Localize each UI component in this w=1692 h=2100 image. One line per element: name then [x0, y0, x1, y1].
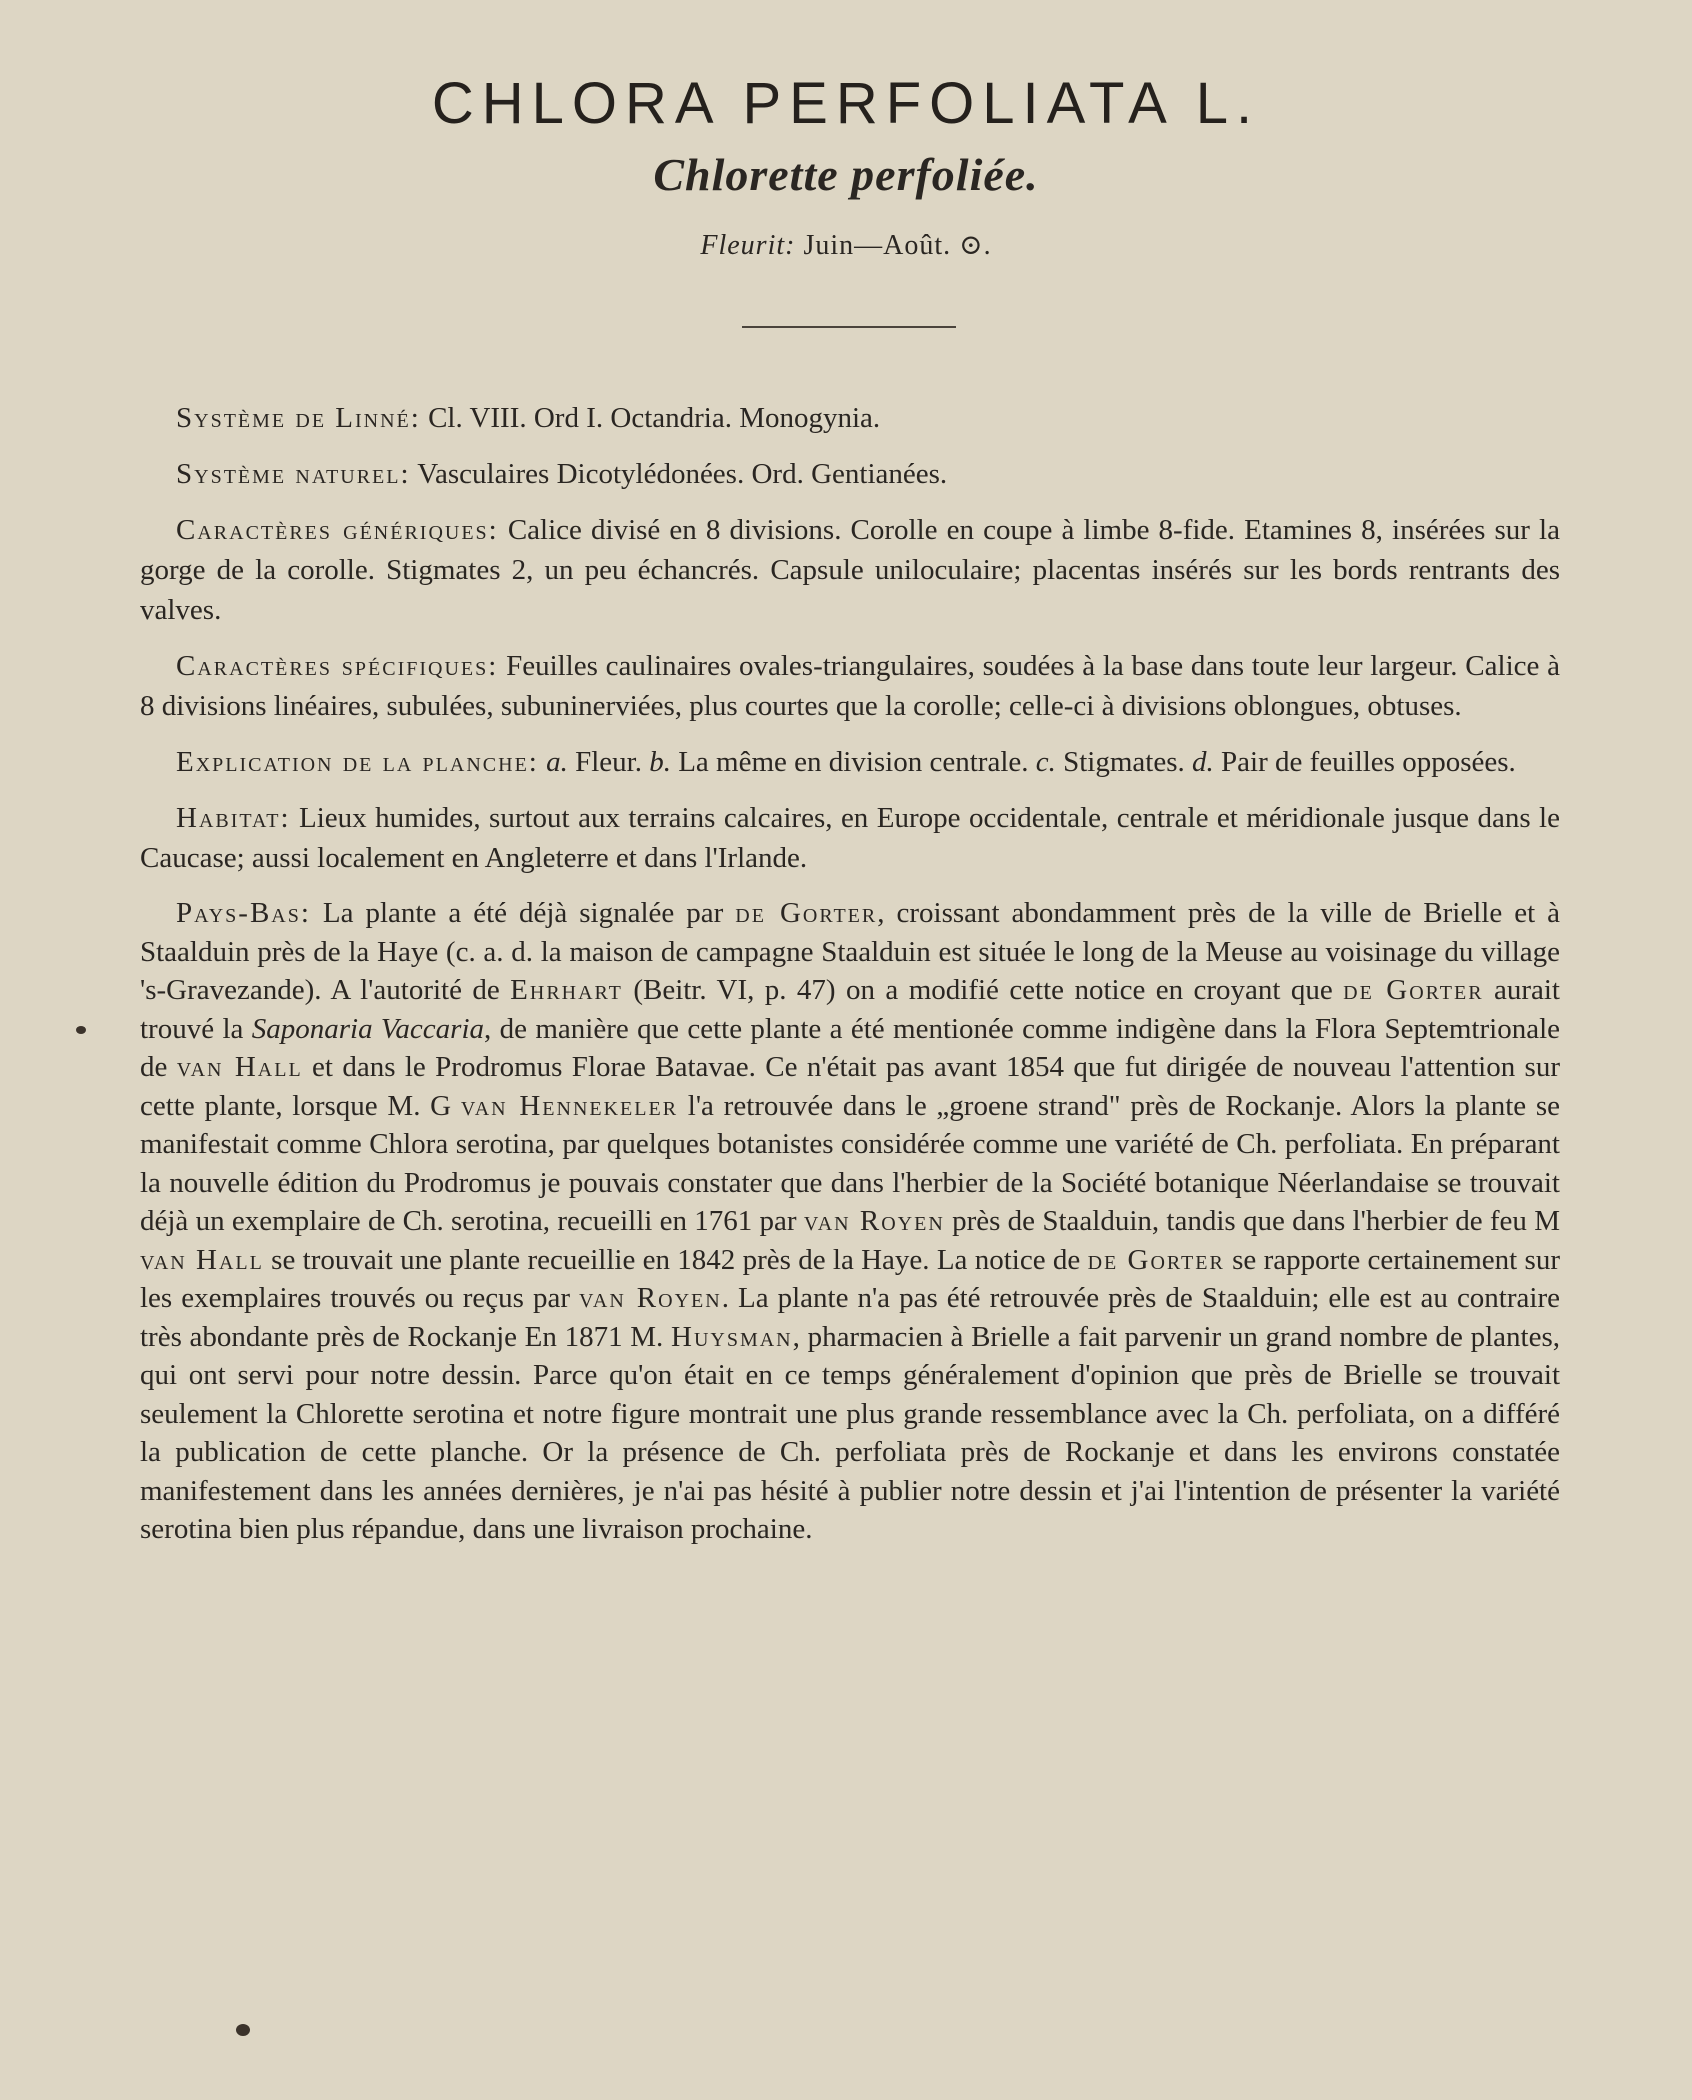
section-paysbas: [140, 894, 1560, 1549]
figure-text-a: Fleur.: [567, 746, 650, 778]
flowering-value: Juin—Août. ⊙.: [803, 230, 992, 261]
paper-blemish: [236, 2024, 250, 2036]
section-specifiques: [140, 646, 1560, 726]
section-text: Lieux humides, surtout aux terrains calcaires, en Europe occidentale, centrale et méridionale jusque dans le Caucase; aussi localement en Angleterre et dans l'Irlande.: [140, 802, 1560, 874]
section-naturel: [140, 454, 1560, 494]
section-text: Feuilles caulinaires ovales-triangulaires, soudées à la base dans toute leur largeur. Calice à 8 divisions linéaires, subulées, subuninerviées, plus courtes que la corolle; celle-ci à divisions oblongues, obtuses.: [140, 650, 1560, 722]
section-label: Système de Linné:: [176, 402, 421, 434]
section-label: Explication de la planche:: [176, 746, 539, 778]
description-body: [140, 398, 1560, 1565]
flowering-label: Fleurit:: [700, 230, 796, 261]
section-linne: [140, 398, 1560, 438]
section-explication: [140, 742, 1560, 782]
author-name: van Hennekeler: [460, 1089, 679, 1122]
text-run: La plante a été déjà signalée par: [310, 897, 736, 929]
text-run: . La plante n'a pas été retrouvée près de Staalduin; elle est au contraire très abondante près de Rockanje En 1871 M.: [140, 1282, 1560, 1353]
text-run: et dans le Prodromus Florae Batavae. Ce n'était pas avant 1854 que fut dirigée de nouveau l'attention sur cette plante, lorsque M. G: [140, 1051, 1561, 1122]
section-text: Vasculaires Dicotylédonées. Ord. Gentianées.: [410, 458, 948, 490]
section-generiques: [140, 510, 1560, 630]
text-run: , croissant abondamment près de la ville de Brielle et à Staalduin près de la Haye (c. a. d. la maison de campagne Staalduin est située le long de la Meuse au voisinage du village 's-Gravezande). A l'autorité de: [140, 897, 1560, 1006]
flowering-line: [0, 228, 1692, 262]
text-run: près de Staalduin, tandis que dans l'herbier de feu M: [944, 1205, 1560, 1237]
figure-letter-c: c.: [1035, 746, 1056, 778]
author-name: van Royen: [803, 1205, 945, 1237]
section-label: Habitat:: [176, 802, 291, 834]
text-run: (Beitr. VI, p. 47) on a modifié cette notice en croyant que: [622, 974, 1344, 1006]
title-divider: [742, 326, 956, 328]
species-name: Saponaria Vaccaria: [251, 1012, 485, 1045]
section-habitat: [140, 798, 1560, 878]
figure-letter-a: a.: [546, 746, 568, 778]
author-name: van Hall: [176, 1051, 303, 1083]
section-label: Système naturel:: [176, 458, 411, 490]
author-name: de Gorter: [1087, 1243, 1225, 1276]
section-text: Cl. VIII. Ord I. Octandria. Monogynia.: [420, 402, 881, 434]
section-label: Caractères génériques:: [176, 514, 499, 546]
figure-text-b: La même en division centrale.: [670, 746, 1036, 778]
text-run: aurait trouvé la: [140, 974, 1560, 1045]
author-name: van Royen: [579, 1282, 722, 1314]
author-name: van Hall: [140, 1243, 264, 1276]
text-run: se rapporte certainement sur les exemplaires trouvés ou reçus par: [140, 1243, 1560, 1314]
paper-blemish: [76, 1026, 86, 1034]
figure-letter-b: b.: [649, 746, 671, 778]
section-label: Caractères spécifiques:: [176, 650, 499, 682]
text-run: , de manière que cette plante a été mentionée comme indigène dans la Flora Septemtrionale de: [140, 1012, 1561, 1083]
text-run: l'a retrouvée dans le „groene strand" près de Rockanje. Alors la plante se manifestait comme Chlora serotina, par quelques botanistes considérée comme une variété de Ch. perfoliata. En préparant la nouvelle édition du Prodromus je pouvais constater que dans l'herbier de la Société botanique Néerlandaise se trouvait déjà un exemplaire de Ch. serotina, recueilli en 1761 par: [140, 1089, 1561, 1237]
page-title: CHLORA PERFOLIATA L.: [431, 71, 1261, 136]
figure-letter-d: d.: [1192, 746, 1214, 778]
text-run: , pharmacien à Brielle a fait parvenir un grand nombre de plantes, qui ont servi pour notre dessin. Parce qu'on était en ce temps généralement d'opinion que près de Brielle se trouvait seulement la Chlorette serotina et notre figure montrait une plus grande ressemblance avec la Ch. perfoliata, on a différé la publication de cette planche. Or la présence de Ch. perfoliata près de Rockanje et dans les environs constatée manifestement dans les années dernières, je n'ai pas hésité à publier notre dessin et j'ai l'intention de présenter la variété serotina bien plus répandue, dans une livraison prochaine.: [140, 1320, 1560, 1545]
section-label: Pays-Bas:: [176, 897, 311, 929]
figure-text-c: Stigmates.: [1055, 746, 1193, 778]
text-run: se trouvait une plante recueillie en 1842 près de la Haye. La notice de: [263, 1243, 1088, 1276]
figure-text-d: Pair de feuilles opposées.: [1213, 746, 1516, 778]
author-name: Ehrhart: [510, 974, 623, 1006]
author-name: de Gorter: [1343, 974, 1484, 1006]
page-subtitle: Chlorette perfoliée.: [653, 149, 1039, 200]
section-text: Calice divisé en 8 divisions. Corolle en coupe à limbe 8-fide. Etamines 8, insérées sur la gorge de la corolle. Stigmates 2, un peu échancrés. Capsule uniloculaire; placentas insérés sur les bords rentrants des valves.: [140, 514, 1560, 626]
author-name: Huysman: [671, 1320, 793, 1353]
author-name: de Gorter: [735, 897, 878, 929]
